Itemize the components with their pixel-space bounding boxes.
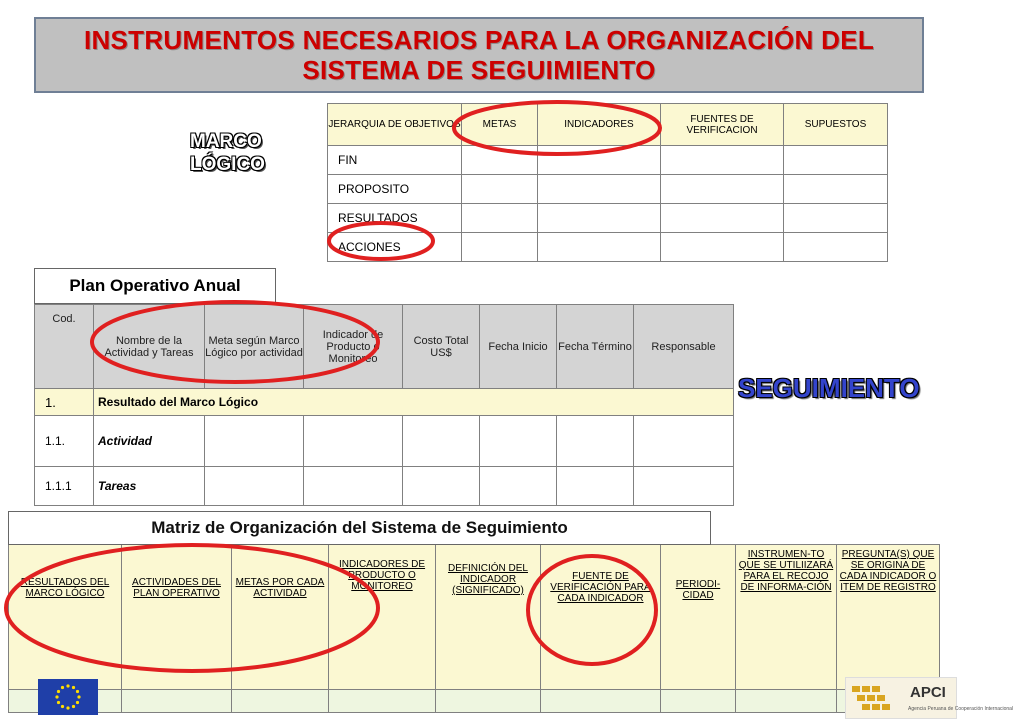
header-indicador: Indicador de Producto o Monitoreo [304,305,403,389]
cell [462,204,538,233]
poa-title: Plan Operativo Anual [34,268,276,304]
cod-cell: 1. [35,389,94,416]
eu-stars-icon [38,679,98,715]
cod-cell: 1.1. [35,416,94,467]
header-cod: Cod. [35,305,94,389]
row-label-acciones: ACCIONES [328,233,462,262]
marco-row [328,233,888,262]
cell [784,146,888,175]
header-definicion: DEFINICIÓN DEL INDICADOR (SIGNIFICADO) [436,545,541,690]
title-banner [34,17,924,93]
cell [661,233,784,262]
cell [205,416,304,467]
header-actividades: ACTIVIDADES DEL PLAN OPERATIVO [122,545,232,690]
header-meta: Meta según Marco Lógico por actividad [205,305,304,389]
row-label-fin: FIN [328,146,462,175]
cell [661,204,784,233]
cell [784,204,888,233]
row-label-proposito: PROPOSITO [328,175,462,204]
actividad-cell: Actividad [94,416,205,467]
matriz-title: Matriz de Organización del Sistema de Seguimiento [8,511,711,545]
header-indicadores-producto: INDICADORES DE PRODUCTO O MONITOREO [329,545,436,690]
cell [661,146,784,175]
marco-row [328,175,888,204]
header-fecha-inicio: Fecha Inicio [480,305,557,389]
cell [462,175,538,204]
cell [538,175,661,204]
cell [462,233,538,262]
cell [541,690,661,713]
cell [784,175,888,204]
header-fuente-verificacion: FUENTE DE VERIFICACIÓN PARA CADA INDICADOR [541,545,661,690]
apci-logo [845,677,1013,719]
header-resultados: RESULTADOS DEL MARCO LÓGICO [9,545,122,690]
cell [661,175,784,204]
marco-label-line-1: MARCO [190,131,262,152]
poa-header-row [35,305,734,389]
header-fecha-termino: Fecha Término [557,305,634,389]
marco-logico-table [327,103,888,262]
matriz-header-row [9,545,940,690]
header-instrumento: INSTRUMEN-TO QUE SE UTILIIZARÁ PARA EL RECOJO DE INFORMA-CIÓN [736,545,837,690]
header-metas: METAS [462,104,538,146]
apci-emblem-icon [850,684,906,714]
cell [462,146,538,175]
header-jerarquia: JERARQUIA DE OBJETIVOS [328,104,462,146]
marco-label-line-2: LÓGICO [190,154,265,175]
header-costo [403,305,480,389]
row-label-resultados: RESULTADOS [328,204,462,233]
cell [304,416,403,467]
marco-header-row [328,104,888,146]
title-line-1: INSTRUMENTOS NECESARIOS PARA LA ORGANIZACIÓN DEL [83,25,875,55]
matriz-table [8,544,940,713]
cell [557,416,634,467]
cell [634,467,734,506]
cell [538,204,661,233]
header-nombre: Nombre de la Actividad y Tareas [94,305,205,389]
cell [329,690,436,713]
poa-table [34,304,734,506]
cell [480,416,557,467]
cell [403,467,480,506]
header-metas-actividad: METAS POR CADA ACTIVIDAD [232,545,329,690]
tareas-cell: Tareas [94,467,205,506]
header-responsable: Responsable [634,305,734,389]
cell [205,467,304,506]
cell [634,416,734,467]
header-fuentes: FUENTES DE VERIFICACION [661,104,784,146]
header-indicadores: INDICADORES [538,104,661,146]
header-periodicidad: PERIODI-CIDAD [661,545,736,690]
poa-row-actividad [35,416,734,467]
header-supuestos: SUPUESTOS [784,104,888,146]
header-pregunta: PREGUNTA(S) QUE SE ORIGINA DE CADA INDICADOR O ITEM DE REGISTRO [837,545,940,690]
eu-flag-logo [38,679,98,715]
cell [736,690,837,713]
header-costo-label: Costo Total [413,334,469,347]
cell [538,146,661,175]
marco-logico-label [190,130,265,176]
marco-row [328,146,888,175]
page-title [84,25,874,85]
poa-row-tareas [35,467,734,506]
cell [480,467,557,506]
apci-subtitle: Agencia Peruana de Cooperación Internacional [908,706,1013,712]
matriz-empty-row [9,690,940,713]
cell [557,467,634,506]
apci-name: APCI [910,684,946,701]
cell [661,690,736,713]
seguimiento-label: SEGUIMIENTO [738,373,920,403]
marco-row [328,204,888,233]
cell [304,467,403,506]
cod-cell: 1.1.1 [35,467,94,506]
cell [784,233,888,262]
resultado-cell: Resultado del Marco Lógico [94,389,734,416]
cell [232,690,329,713]
cell [403,416,480,467]
poa-row-resultado [35,389,734,416]
cell [436,690,541,713]
cell [122,690,232,713]
title-line-2: SISTEMA DE SEGUIMIENTO [302,55,656,85]
cell [538,233,661,262]
header-costo-unit: US$ [430,346,452,359]
